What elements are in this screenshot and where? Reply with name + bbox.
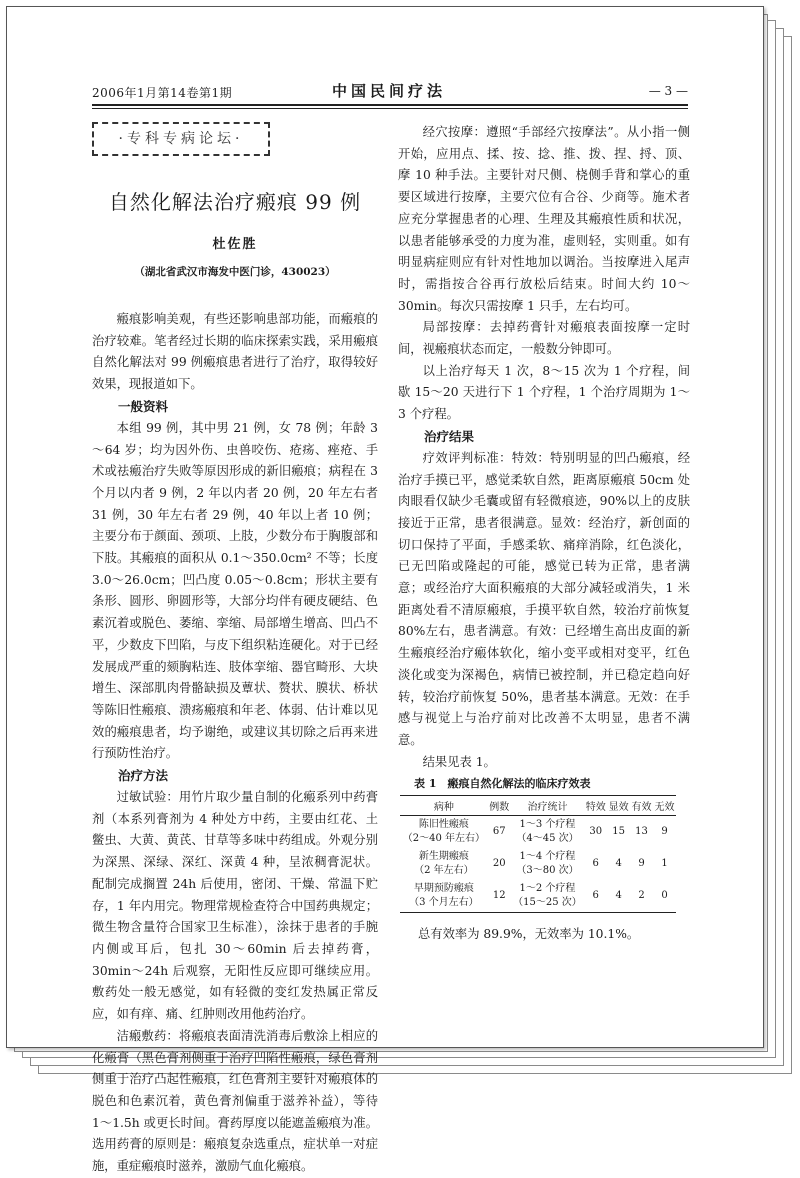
count-cell: 20: [492, 858, 506, 870]
table-header-cell: 显效: [607, 796, 630, 816]
body-paragraph: 洁瘢敷药：将瘢痕表面清洗消毒后敷涂上相应的化瘢膏（黑色膏剂侧重于治疗凹陷性瘢痕，绿色膏剂侧重于治疗凸起性瘢痕，红色膏剂主要针对瘢痕体的脱色和色素沉着，黄色膏剂偏重于滋养补益），等待 1～1.5h 或更长时间。膏药厚度以能遮盖瘢痕为准。选用药膏的原则是：瘢痕复杂选重点，症状单一对症施，重症瘢痕时滋养，激励气血化瘢痕。: [92, 1028, 378, 1174]
effective-cell: 13: [635, 826, 648, 838]
marked-cell: 15: [612, 826, 625, 838]
table-row: [400, 880, 676, 913]
issue-info: 2006年1月第14卷第1期: [92, 86, 233, 100]
invalid-cell: 0: [653, 880, 676, 913]
count-cell: 67: [492, 826, 506, 838]
header-rule: [92, 104, 688, 106]
table-header-cell: 治疗统计: [511, 796, 585, 816]
page-number: — 3 —: [648, 84, 688, 98]
disease-cell: 陈旧性瘢痕 （2～40 年左右）: [402, 819, 486, 845]
body-paragraph: 经穴按摩：遵照“手部经穴按摩法”。从小指一侧开始，应用点、揉、按、捻、推、拨、捏、捋、顶、摩 10 种手法。主要针对尺侧、桡侧手背和掌心的重要区域进行按摩，主要穴位有合谷、少商等。施术者应充分掌握患者的心理、生理及其瘢痕性质和状况，以患者能够承受的力度为准，虚则轻，实则重。如有明显病症则应有针对性地加以调治。当按摩进入尾声时，需指按合谷再行放松后结束。时间大约 10～30min。每次只需按摩 1 只手，左右均可。: [398, 125, 690, 313]
table-header-cell: 有效: [630, 796, 653, 816]
table-header-cell: 无效: [653, 796, 676, 816]
table-row: [400, 816, 676, 849]
journal-name: 中国民间疗法: [332, 82, 447, 100]
special-cell: 6: [592, 858, 599, 870]
author-affiliation: （湖北省武汉市海发中医门诊，430023）: [134, 266, 336, 278]
special-cell: 30: [589, 826, 603, 838]
stat-cell: 1～4 个疗程 （3～80 次）: [516, 851, 579, 877]
article-title: 自然化解法治疗瘢痕 99 例: [108, 190, 362, 214]
body-paragraph: 结果见表 1。: [422, 754, 496, 769]
table-row: [400, 848, 676, 880]
table-header-cell: 病种: [400, 796, 488, 816]
article-author: 杜佐胜: [212, 237, 258, 252]
section-heading: 治疗结果: [424, 428, 475, 444]
stat-cell: 1～3 个疗程 （4～45 次）: [516, 819, 579, 845]
invalid-cell: 9: [661, 826, 668, 838]
table-header-cell: 特效: [584, 796, 607, 816]
body-paragraph: 局部按摩：去掉药膏针对瘢痕表面按摩一定时间，视瘢痕状态而定，一般数分钟即可。: [398, 320, 690, 357]
running-header: [92, 80, 688, 104]
column-banner: ·专科专病论坛·: [92, 122, 270, 156]
body-paragraph: 本组 99 例，其中男 21 例，女 78 例；年龄 3～64 岁；均为因外伤、虫兽咬伤、疮疡、痤疮、手术或祛瘢治疗失败等原因形成的新旧瘢痕；病程在 3 个月以内者 9 例，2 年以内者 20 例，20 年左右者 31 例，30 年左右者 29 例，40 年以上者 10 例；主要分布于颜面、颈项、上肢，少数分布于胸腹部和下肢。其瘢痕的面积从 0.1～350.0cm² 不等；长度 3.0～26.0cm；凹凸度 0.05～0.8cm；形状主要有条形、圆形、卵圆形等，大部分均伴有硬皮硬结、色素沉着或脱色、萎缩、挛缩、局部增生增高、凹凸不平，少数皮下凹陷，与皮下组织粘连硬化。对于已经发展成严重的颏胸粘连、肢体挛缩、器官畸形、大块增生、深部肌肉骨骼缺损及蕈状、赘状、膜状、桥状等陈旧性瘢痕、溃疡瘢痕和年老、体弱、估计难以见效的瘢痕患者，均予谢绝，或建议其切除之后再来进行预防性治疗。: [92, 420, 378, 761]
body-paragraph: 过敏试验：用竹片取少量自制的化瘢系列中药膏剂（本系列膏剂为 4 种处方中药，主要由红花、土鳖虫、大黄、黄芪、甘草等多味中药组成。外观分别为深黑、深绿、深红、深黄 4 种，呈浓稠膏泥状。配制完成搁置 24h 后使用，密闭、干燥、常温下贮存，1 年内用完。物理常规检查符合中国药典规定；微生物含量符合国家卫生标准），涂抹于患者的手腕内侧或耳后，包扎 30～60min 后去掉药膏，30min～24h 后观察，无阳性反应即可继续应用。敷药处一般无感觉，如有轻微的变红发热属正常反应，如有痒、痛、红肿则改用他药治疗。: [92, 790, 378, 1022]
invalid-cell: 1: [661, 858, 668, 870]
section-heading: 治疗方法: [118, 768, 169, 784]
table-header-cell: 例数: [488, 796, 511, 816]
disease-cell: 新生期瘢痕 （2 年左右）: [414, 851, 474, 877]
body-paragraph: 疗效评判标准：特效：特别明显的凹凸瘢痕，经治疗手摸已平，感觉柔软自然，距离原瘢痕 50cm 处肉眼看仅缺少毛囊或留有轻微痕迹，90%以上的皮肤接近于正常，患者很满意。显效：经治疗，新创面的切口保持了平面，手感柔软、痛痒消除，红色淡化，已无凹陷或隆起的可能，感觉已转为正常，患者满意；或经治疗大面积瘢痕的大部分减轻或消失，1 米距离处看不清原瘢痕，手摸平软自然，较治疗前恢复 80%左右，患者满意。有效：已经增生高出皮面的新生瘢痕经治疗瘢体软化，缩小变平或相对变平，红色淡化或变为深褐色，病情已被控制，并已稳定趋向好转，较治疗前恢复 50%，患者基本满意。无效：在手感与视觉上与治疗前对比改善不太明显，患者不满意。: [398, 450, 690, 747]
table-summary: 总有效率为 89.9%，无效率为 10.1%。: [418, 927, 640, 942]
header-rule-thin: [92, 108, 688, 109]
table-caption: 表 1 瘢痕自然化解法的临床疗效表: [414, 777, 591, 791]
section-heading: 一般资料: [118, 398, 169, 414]
marked-cell: 4: [607, 880, 630, 913]
special-cell: 6: [584, 880, 607, 913]
intro-paragraph: 瘢痕影响美观，有些还影响患部功能，而瘢痕的治疗较难。笔者经过长期的临床探索实践，采用瘢痕自然化解法对 99 例瘢痕患者进行了治疗，取得较好效果，现报道如下。: [92, 312, 378, 392]
stat-cell: 1～2 个疗程 （15～25 次）: [511, 880, 585, 913]
marked-cell: 4: [615, 858, 622, 870]
effective-cell: 2: [630, 880, 653, 913]
left-column: [92, 122, 378, 1178]
effective-cell: 9: [638, 858, 645, 870]
results-table: [400, 795, 676, 913]
table-header-row: [400, 796, 676, 816]
count-cell: 12: [488, 880, 511, 913]
right-column: [398, 122, 690, 945]
body-paragraph: 以上治疗每天 1 次，8～15 次为 1 个疗程，间歇 15～20 天进行下 1 个疗程，1 个治疗周期为 1～3 个疗程。: [398, 363, 690, 422]
disease-cell: 早期预防瘢痕 （3 个月左右）: [400, 880, 488, 913]
